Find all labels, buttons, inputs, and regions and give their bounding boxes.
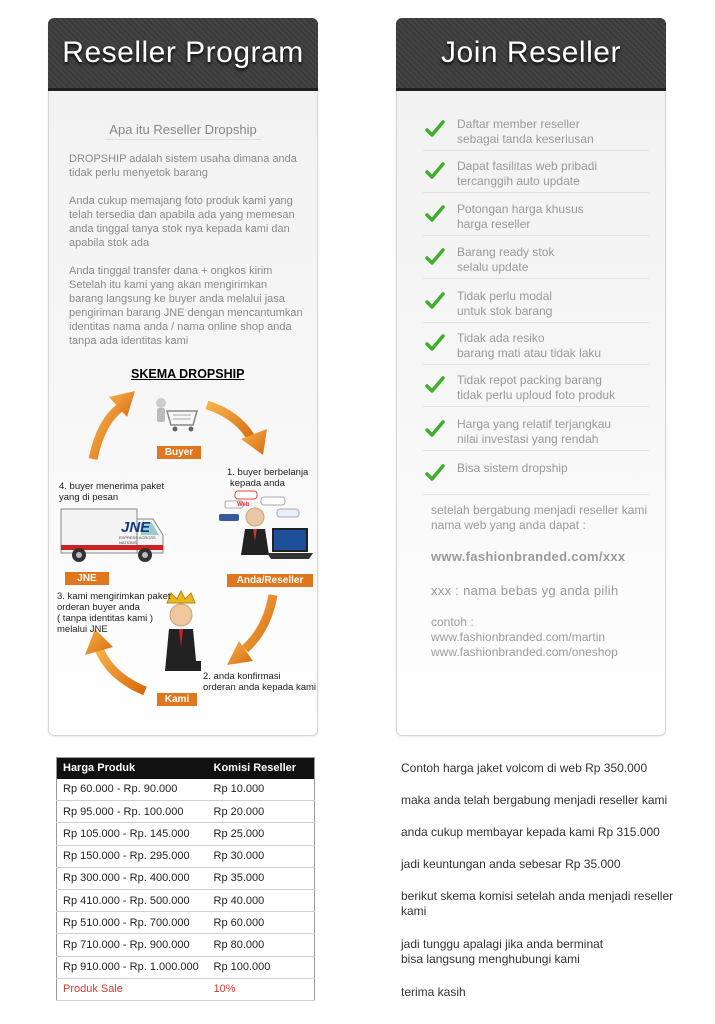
commission-cell: Rp 40.000 <box>208 889 315 911</box>
note-line: maka anda telah bergabung menjadi reseller kami <box>401 793 668 807</box>
dropship-paragraph-1: DROPSHIP adalah sistem usaha dimana anda tidak perlu menyetok barang <box>69 153 297 179</box>
feature-text: Barang ready stok selalu update <box>457 245 555 274</box>
web-url-text: www.fashionbranded.com/xxx <box>431 549 626 564</box>
commission-cell: Rp 20.000 <box>208 801 315 823</box>
arrow-to-jne-icon <box>85 629 145 691</box>
step-1-caption: 1. buyer berbelanja kepada anda <box>227 467 309 489</box>
feature-item <box>423 365 649 407</box>
feature-text: Tidak repot packing barang tidak perlu uploud foto produk <box>457 373 616 402</box>
dropship-paragraph-3: Anda tinggal transfer dana + ongkos kirim Setelah itu kami yang akan mengirimkan barang langsung ke buyer anda melalui jasa pengiriman barang JNE dengan mencantumkan identitas nama anda / nama online shop anda tanpa ada identitas kami <box>69 265 303 347</box>
feature-item <box>423 194 649 236</box>
buyer-label: Buyer <box>157 446 201 459</box>
price-range-cell: Rp 150.000 - Rp. 295.000 <box>57 845 208 867</box>
schema-arrows <box>49 359 319 699</box>
price-range-cell: Rp 60.000 - Rp. 90.000 <box>57 779 208 801</box>
feature-item <box>423 409 649 451</box>
checkmark-icon <box>425 247 445 267</box>
jne-label: JNE <box>65 572 109 585</box>
price-range-cell: Rp 710.000 - Rp. 900.000 <box>57 934 208 956</box>
step-2-caption: 2. anda konfirmasi orderan anda kepada kami <box>203 671 317 693</box>
table-row <box>57 801 315 823</box>
table-row <box>57 867 315 889</box>
dropship-subtitle: Apa itu Reseller Dropship <box>109 122 257 137</box>
header-komisi-reseller: Komisi Reseller <box>208 758 315 779</box>
feature-item <box>423 237 649 279</box>
checkmark-icon <box>425 119 445 139</box>
kami-label: Kami <box>157 693 197 706</box>
example-urls: contoh : www.fashionbranded.com/martin www.fashionbranded.com/oneshop <box>431 615 618 659</box>
checkmark-icon <box>425 463 445 483</box>
checkmark-icon <box>425 161 445 181</box>
feature-item <box>423 109 649 151</box>
table-header-row <box>57 758 315 779</box>
web-badge: Web <box>237 502 250 508</box>
feature-item <box>423 453 649 495</box>
arrow-to-buyer-icon <box>93 391 135 459</box>
price-range-cell: Rp 105.000 - Rp. 145.000 <box>57 823 208 845</box>
price-range-cell: Rp 510.000 - Rp. 700.000 <box>57 912 208 934</box>
feature-text: Daftar member reseller sebagai tanda keseriusan <box>457 117 594 146</box>
commission-cell: Rp 80.000 <box>208 934 315 956</box>
feature-text: Dapat fasilitas web pribadi tercanggih auto update <box>457 159 598 188</box>
checkmark-icon <box>425 291 445 311</box>
commission-cell: Rp 60.000 <box>208 912 315 934</box>
feature-text: Potongan harga khusus harga reseller <box>457 202 584 231</box>
feature-text: Harga yang relatif terjangkau nilai investasi yang rendah <box>457 417 612 446</box>
reseller-program-panel <box>48 18 318 736</box>
checkmark-icon <box>425 419 445 439</box>
feature-item <box>423 281 649 323</box>
table-row <box>57 845 315 867</box>
table-row <box>57 823 315 845</box>
dropship-paragraph-2: Anda cukup memajang foto produk kami yang telah tersedia dan apabila ada yang memesan anda tinggal tanya stok nya kepada kami dan apabila stok ada <box>69 195 295 249</box>
commission-cell: Rp 30.000 <box>208 845 315 867</box>
price-range-cell: Rp 410.000 - Rp. 500.000 <box>57 889 208 911</box>
dropship-schema-diagram <box>49 359 319 705</box>
truck-jne-logo: JNE <box>121 519 151 536</box>
step-3-caption: 3. kami mengirimkan paket orderan buyer anda ( tanpa identitas kami ) melalui JNE <box>57 591 171 635</box>
checkmark-icon <box>425 375 445 395</box>
laptop-icon <box>267 529 313 559</box>
price-range-cell: Rp 910.000 - Rp. 1.000.000 <box>57 956 208 978</box>
note-line: Contoh harga jaket volcom di web Rp 350.000 <box>401 761 648 775</box>
reseller-label: Anda/Reseller <box>227 574 313 587</box>
feature-item <box>423 151 649 193</box>
xxx-note-text: xxx : nama bebas yg anda pilih <box>431 583 619 598</box>
feature-text: Bisa sistem dropship <box>457 461 568 475</box>
checkmark-icon <box>425 204 445 224</box>
step-4-caption: 4. buyer menerima paket yang di pesan <box>59 481 165 503</box>
note-line: terima kasih <box>401 985 466 999</box>
commission-cell: Rp 10.000 <box>208 779 315 801</box>
feature-item <box>423 323 649 365</box>
commission-cell: Rp 25.000 <box>208 823 315 845</box>
table-row <box>57 978 315 1000</box>
subtitle-divider <box>105 139 261 140</box>
commission-rows <box>57 779 315 1001</box>
join-reseller-title: Join Reseller <box>396 18 666 91</box>
commission-cell: 10% <box>208 978 315 1000</box>
table-row <box>57 956 315 978</box>
schema-title: SKEMA DROPSHIP <box>131 367 245 381</box>
header-harga-produk: Harga Produk <box>57 758 208 779</box>
checkmark-icon <box>425 333 445 353</box>
price-range-cell: Rp 300.000 - Rp. 400.000 <box>57 867 208 889</box>
note-line: jadi tunggu apalagi jika anda berminat bisa langsung menghubungi kami <box>401 937 604 966</box>
table-row <box>57 934 315 956</box>
note-line: jadi keuntungan anda sebesar Rp 35.000 <box>401 857 621 871</box>
reseller-person-icon <box>241 508 269 555</box>
shopping-cart-icon <box>156 398 197 432</box>
commission-table <box>56 757 315 1001</box>
commission-cell: Rp 100.000 <box>208 956 315 978</box>
table-row <box>57 779 315 801</box>
truck-jne-tagline: EXPRESS ACROSS NATIONS <box>119 535 156 545</box>
commission-cell: Rp 35.000 <box>208 867 315 889</box>
price-range-cell: Produk Sale <box>57 978 208 1000</box>
feature-text: Tidak ada resiko barang mati atau tidak laku <box>457 331 602 360</box>
note-line: berikut skema komisi setelah anda menjadi reseller kami <box>401 889 674 918</box>
price-range-cell: Rp 95.000 - Rp. 100.000 <box>57 801 208 823</box>
arrow-to-reseller-icon <box>207 405 267 455</box>
table-row <box>57 912 315 934</box>
arrow-to-kami-icon <box>227 595 273 665</box>
reseller-program-title: Reseller Program <box>48 18 318 91</box>
table-row <box>57 889 315 911</box>
web-intro-text: setelah bergabung menjadi reseller kami nama web yang anda dapat : <box>431 503 648 532</box>
feature-text: Tidak perlu modal untuk stok barang <box>457 289 553 318</box>
note-line: anda cukup membayar kepada kami Rp 315.000 <box>401 825 660 839</box>
join-reseller-panel <box>396 18 666 736</box>
